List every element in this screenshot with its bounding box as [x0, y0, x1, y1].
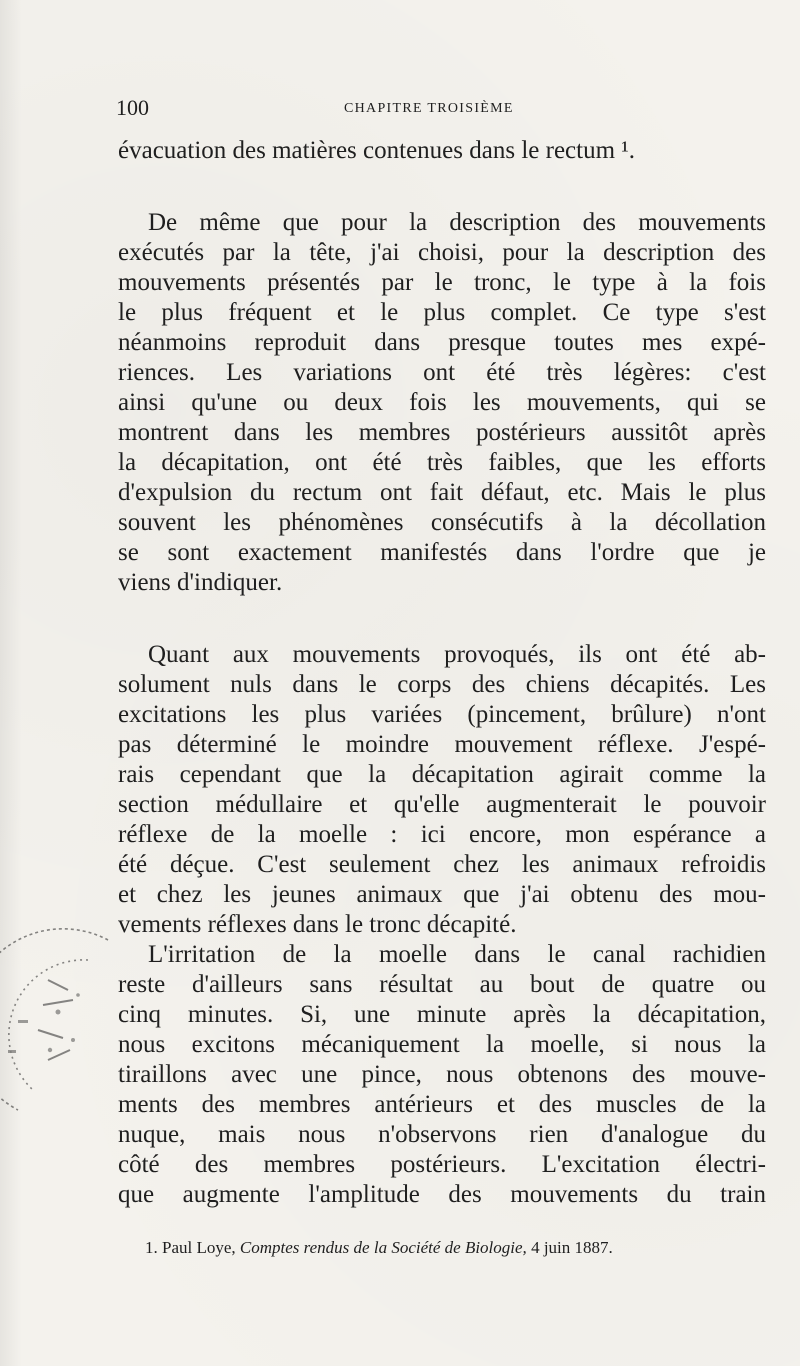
footnote	[145, 1238, 765, 1258]
text-line: tiraillons avec une pince, nous obtenons des mouve-	[118, 1061, 766, 1088]
page-number: 100	[116, 95, 149, 120]
text-line: L'irritation de la moelle dans le canal rachidien	[148, 941, 766, 968]
page-fold-shadow	[0, 0, 22, 1366]
text-line: le plus fréquent et le plus complet. Ce type s'est	[118, 299, 766, 326]
text-line: mouvements présentés par le tronc, le type à la fois	[118, 269, 766, 296]
text-line: viens d'indiquer.	[118, 569, 283, 596]
library-stamp-icon	[0, 920, 118, 1120]
paragraph-gap	[118, 166, 766, 208]
text-line: réflexe de la moelle : ici encore, mon espérance a	[118, 821, 766, 848]
text-line: nous excitons mécaniquement la moelle, si nous la	[118, 1031, 766, 1058]
text-line: rais cependant que la décapitation agirait comme la	[118, 761, 766, 788]
text-line: solument nuls dans le corps des chiens décapités. Les	[118, 671, 766, 698]
text-line: d'expulsion du rectum ont fait défaut, etc. Mais le plus	[118, 479, 766, 506]
paragraph-gap	[118, 598, 766, 640]
text-line: se sont exactement manifestés dans l'ordre que je	[118, 539, 766, 566]
footnote-author: Paul Loye,	[162, 1238, 236, 1257]
page-header	[116, 96, 756, 120]
text-line: ments des membres antérieurs et des muscles de la	[118, 1091, 766, 1118]
text-line: ainsi qu'une ou deux fois les mouvements, qui se	[118, 389, 766, 416]
text-line: été déçue. C'est seulement chez les animaux refroidis	[118, 851, 766, 878]
text-line: section médullaire et qu'elle augmenterait le pouvoir	[118, 791, 766, 818]
text-line: vements réflexes dans le tronc décapité.	[118, 911, 517, 938]
text-line: riences. Les variations ont été très légères: c'est	[118, 359, 766, 386]
text-line: évacuation des matières contenues dans le rectum ¹.	[118, 137, 636, 164]
text-line: côté des membres postérieurs. L'excitation électri-	[118, 1151, 766, 1178]
footnote-date: 4 juin 1887.	[531, 1238, 613, 1257]
running-head: CHAPITRE TROISIÈME	[344, 101, 514, 116]
text-line: Quant aux mouvements provoqués, ils ont été ab-	[148, 641, 766, 668]
text-line: souvent les phénomènes consécutifs à la décollation	[118, 509, 766, 536]
text-line: nuque, mais nous n'observons rien d'analogue du	[118, 1121, 766, 1148]
body-text	[118, 136, 766, 1210]
text-line: excitations les plus variées (pincement, brûlure) n'ont	[118, 701, 766, 728]
footnote-number: 1.	[145, 1238, 158, 1257]
text-line: cinq minutes. Si, une minute après la décapitation,	[118, 1001, 766, 1028]
footnote-title: Comptes rendus de la Société de Biologie,	[239, 1238, 527, 1257]
text-line: montrent dans les membres postérieurs aussitôt après	[118, 419, 766, 446]
text-line: la décapitation, ont été très faibles, que les efforts	[118, 449, 766, 476]
text-line: exécutés par la tête, j'ai choisi, pour la description des	[118, 239, 766, 266]
text-line: néanmoins reproduit dans presque toutes mes expé-	[118, 329, 766, 356]
text-line: De même que pour la description des mouvements	[148, 209, 766, 236]
text-line: et chez les jeunes animaux que j'ai obtenu des mou-	[118, 881, 766, 908]
text-line: que augmente l'amplitude des mouvements du train	[118, 1181, 766, 1208]
text-line: reste d'ailleurs sans résultat au bout de quatre ou	[118, 971, 766, 998]
text-line: pas déterminé le moindre mouvement réflexe. J'espé-	[118, 731, 766, 758]
